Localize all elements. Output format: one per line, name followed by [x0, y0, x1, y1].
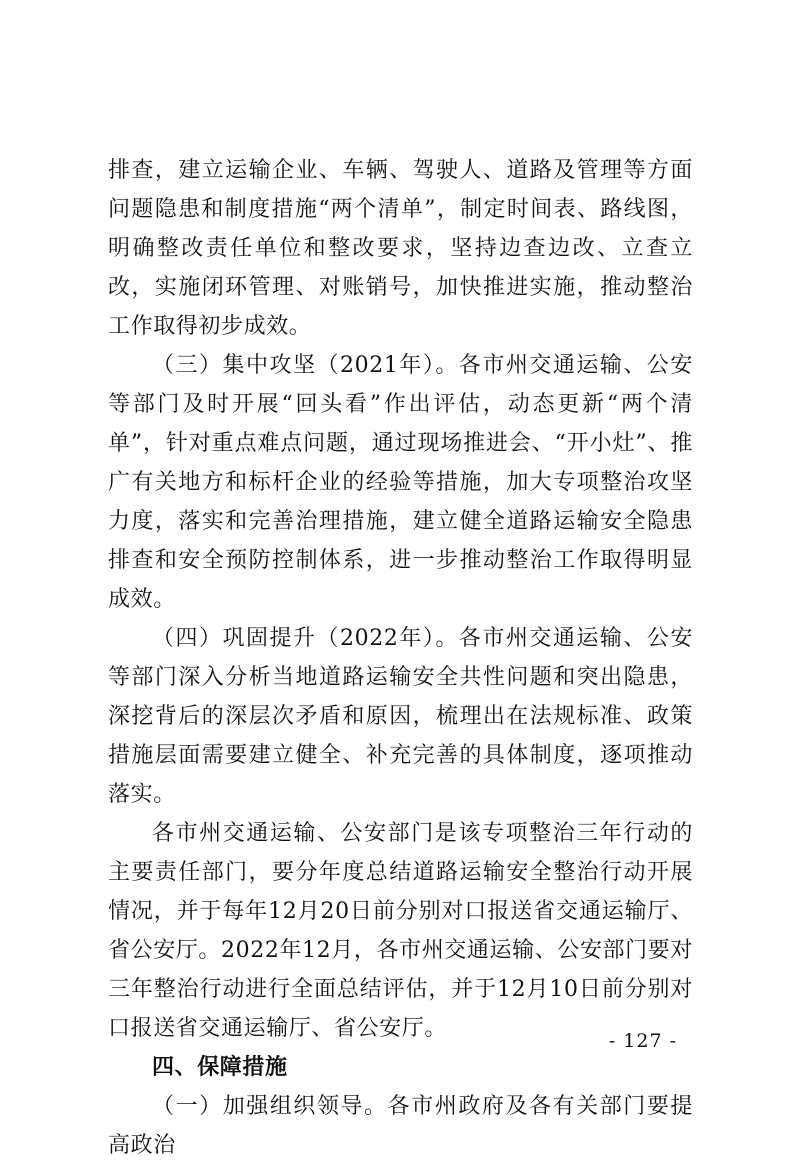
paragraph-4: 各市州交通运输、公安部门是该专项整治三年行动的主要责任部门，要分年度总结道路运输安全整治行动开展情况，并于每年12月20日前分别对口报送省交通运输厅、省公安厅。2022年12月，各市州交通运输、公安部门要对三年整治行动进行全面总结评估，并于12月10日前分别对口报送省交通运输厅、省公安厅。	[108, 821, 693, 1041]
paragraph-1: 排查，建立运输企业、车辆、驾驶人、道路及管理等方面问题隐患和制度措施“两个清单”，制定时间表、路线图，明确整改责任单位和整改要求，坚持边查边改、立查立改，实施闭环管理、对账销号，加快推进实施，推动整治工作取得初步成效。	[108, 158, 693, 339]
page-number: - 127 -	[608, 1030, 677, 1052]
paragraph-5: （一）加强组织领导。各市州政府及各有关部门要提高政治	[108, 1094, 693, 1158]
section-heading: 四、保障措施	[152, 1055, 288, 1080]
paragraph-3: （四）巩固提升（2022年）。各市州交通运输、公安等部门深入分析当地道路运输安全共性问题和突出隐患，深挖背后的深层次矛盾和原因，梳理出在法规标准、政策措施层面需要建立健全、补充完善的具体制度，逐项推动落实。	[108, 626, 693, 807]
paragraph-2: （三）集中攻坚（2021年）。各市州交通运输、公安等部门及时开展“回头看”作出评估，动态更新“两个清单”，针对重点难点问题，通过现场推进会、“开小灶”、推广有关地方和标杆企业的经验等措施，加大专项整治攻坚力度，落实和完善治理措施，建立健全道路运输安全隐患排查和安全预防控制体系，进一步推动整治工作取得明显成效。	[108, 353, 693, 612]
document-body	[108, 151, 693, 1165]
